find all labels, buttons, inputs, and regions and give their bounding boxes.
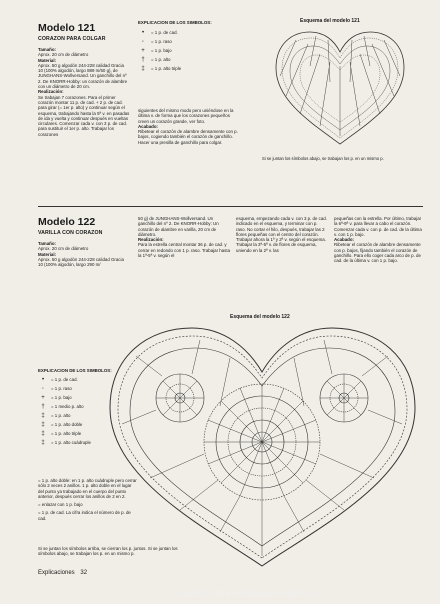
tamano-122-label: Tamaño: — [38, 241, 56, 246]
esquema-121-title: Esquema del modelo 121 — [300, 18, 360, 24]
model-122-subtitle: VARILLA CON CORAZON — [38, 230, 103, 236]
heart-122-outline — [110, 328, 415, 566]
bottom-symbol-row — [38, 375, 138, 384]
note-link-stitch: = enlazar con 1 p. bajo — [38, 502, 83, 508]
stitch-symbol-icon: ‡ — [41, 421, 45, 428]
bottom-symbol-row — [38, 384, 138, 393]
stitch-symbol-label: = 1 p. raso — [51, 386, 72, 391]
note-double-stitch: = 1 p. alto doble: en 1 p. alto cuádruple pero cerrar sólo 2 veces 2 anillos. 1 p. alto doble en el lugar del punto ya trabajado en el cuerpo del punto anterior, después cerrar los anillos de 2 en 2. — [38, 478, 137, 499]
top-symbol-row — [138, 46, 238, 55]
acabado-label: Acabado: — [138, 123, 159, 129]
model-121-subtitle: CORAZON PARA COLGAR — [38, 36, 106, 42]
stitch-symbol-icon: ◦ — [141, 38, 145, 45]
model-121-column-1 — [38, 47, 130, 137]
note-chain-count: = 1 p. de cad. La cifra indica el número de p. de cad. — [38, 510, 131, 521]
model-122-column-2 — [138, 216, 230, 258]
acabado-122-label: Acabado: — [334, 237, 355, 243]
top-symbol-row — [138, 64, 238, 73]
esquema-122-heart-diagram — [100, 320, 425, 570]
top-symbol-row — [138, 37, 238, 46]
stitch-symbol-icon: ‡ — [141, 65, 145, 72]
section-divider — [38, 206, 423, 207]
stitch-symbol-label: = 1 p. alto doble — [51, 422, 83, 427]
symbols-join-note: Si se juntan los símbolos arriba, se cierran los p. juntos. Si se juntan los símbolos abajo, se trabajan los p. en un mismo p. — [38, 546, 178, 557]
stitch-symbol-label: = 1 p. bajo — [151, 48, 172, 53]
stitch-symbol-label: = 1 p. de cad. — [151, 30, 178, 35]
stitch-symbol-icon: ‡ — [41, 439, 45, 446]
model-121-title: Modelo 121 — [38, 22, 96, 34]
right-flower — [320, 374, 368, 422]
bottom-symbol-row — [38, 402, 138, 411]
stitch-symbol-label: = 1 p. alto triple — [51, 431, 82, 436]
heart-121-stitches — [280, 36, 400, 136]
stitch-symbol-icon: † — [41, 403, 45, 410]
stitch-symbol-icon: + — [141, 47, 145, 54]
esquema-122-title: Esquema del modelo 122 — [230, 314, 290, 320]
realizacion-text: Se trabajan 7 corazones. Para el primer corazón montar 11 p. de cad. + 2 p. de cad. para girar (= 1er p. alto) y continuar según el esquema, trabajando hasta la 5ª v. en pasadas de ida y vuelta y continuar después en vueltas circulares. Comenzar cada v. con 3 p. de cad. para sustituir el 1er p. alto. Trabajar los corazones — [38, 94, 130, 137]
tamano-text: Aprox. 20 cm de diámetro — [38, 52, 89, 58]
col2b-text: Para la estrella central montar 36 p. de cad. y cerrar en redondo con 1 p. raso. Trabajar hasta la 1ª-5ª v. según el — [138, 242, 231, 259]
stitch-symbol-icon: + — [41, 394, 45, 401]
model-122-column-4 — [334, 216, 424, 264]
realizacion-122-label: Realización: — [138, 237, 164, 243]
acabado-text: Ribetear el corazón de alambre densamente con p. bajos, cogiendo también el corazón de ganchillo. Hacer una presilla de ganchillo para colgar. — [138, 129, 238, 145]
esquema-121-heart-diagram — [270, 26, 410, 148]
symbols-top-list — [138, 28, 238, 73]
bottom-symbol-row — [38, 429, 138, 438]
symbols-notes — [38, 478, 138, 521]
stitch-symbol-icon: ◦ — [41, 385, 45, 392]
bottom-symbol-row — [38, 411, 138, 420]
symbols-top — [138, 20, 238, 73]
page-number: 32 — [80, 570, 88, 576]
stitch-symbol-label: = 1 medio p. alto — [51, 404, 84, 409]
stitch-symbol-icon: ‡ — [41, 430, 45, 437]
esquema-121-note: Si se juntan los símbolos abajo, se trabajan los p. en un mismo p. — [262, 156, 384, 161]
stitch-symbol-label: = 1 p. alto cuádruple — [51, 440, 91, 445]
stitch-symbol-label: = 1 p. raso — [151, 39, 172, 44]
symbols-bottom-title: EXPLICACION DE LOS SIMBOLOS: — [38, 368, 112, 373]
bottom-symbol-row — [38, 393, 138, 402]
model-122-column-3: esquema, empezando cada v. con 3 p. de cad. indicado en el esquema, y terminar con p. raso. No cortar el hilo, después, trabajar las 2 flores pequeñas con el centro del corazón. Trabajar ahora la 1ª y 2ª v. según el esquema. Trabajar la 3ª-5ª v. de flores de esquema, uniendo en la 2ª v. las — [236, 216, 327, 253]
stitch-symbol-label: = 1 p. bajo — [51, 395, 72, 400]
material-122-label: Material: — [38, 251, 57, 257]
tamano-122-text: Aprox. 20 cm de diámetro — [38, 246, 89, 252]
stitch-symbol-label: = 1 p. alto — [51, 413, 71, 418]
stitch-symbol-icon: ‡ — [41, 412, 45, 419]
material-122-text: Aprox. 50 g algodón 244-228 calidad Gracia 10 (100% algodón, largo 290 m/ — [38, 256, 124, 268]
symbols-bottom-list — [38, 375, 138, 447]
watermark: marina_1976 • Бэйбики • babiki.ru — [178, 588, 316, 598]
col4-text: pequeñas con la estrella. Por último, trabajar la 6ª-9ª v. para llevar a cabo el corazón. Comenzar cada v. con p. de cad. de la última v. con 1 p. bajo. — [334, 216, 422, 237]
top-symbol-row — [138, 28, 238, 37]
stitch-symbol-label: = 1 p. alto triple — [151, 66, 182, 71]
stitch-symbol-icon: † — [141, 56, 145, 63]
acabado-122-text: Ribetear el corazón de alambre densamente con p. bajos, fijando también el corazón de ganchillo. Para ello coger cada arco de p. de cad. de la última v. con 1 p. bajo. — [334, 242, 421, 264]
stitch-symbol-icon: • — [41, 376, 45, 383]
stitch-symbol-label: = 1 p. de cad. — [51, 377, 78, 382]
bottom-symbol-row — [38, 438, 138, 447]
stitch-symbol-icon: • — [141, 29, 145, 36]
left-flower — [156, 374, 204, 422]
material-label: Material: — [38, 57, 57, 63]
central-star — [204, 384, 320, 500]
mid-text: siguientes del mismo modo pero uniéndose en la última v. de forma que los corazones pequeños creen un corazón grande, ver foto. — [138, 108, 234, 124]
col2-text: 50 g) de JUNGHANS-Wollversand. Un ganchillo del nº 2. De KNORR-Hobby: Un corazón de alambre en varilla, 20 cm de diámetro. — [138, 216, 219, 237]
footer-label: Explicaciones — [38, 570, 75, 576]
tamano-label: Tamaño: — [38, 47, 56, 52]
footer — [38, 570, 87, 576]
realizacion-label: Realización: — [38, 89, 64, 95]
model-121-column-2 — [138, 108, 238, 145]
bottom-symbol-row — [38, 420, 138, 429]
model-122-column-1 — [38, 241, 130, 267]
stitch-symbol-label: = 1 p. alto — [151, 57, 171, 62]
model-122-title: Modelo 122 — [38, 216, 96, 228]
symbols-bottom — [38, 368, 138, 447]
top-symbol-row — [138, 55, 238, 64]
symbols-top-title: EXPLICACION DE LOS SIMBOLOS: — [138, 20, 212, 25]
material-text: Aprox. 50 g algodón 244-228 calidad Gracia 10 (100% algodón, largo 889 m/50 g), de JUNGHANS-Wollversand. Un ganchillo del nº 2. De KNORR-Hobby: un corazón de alambre con un diámetro de 20 cm. — [38, 62, 128, 90]
